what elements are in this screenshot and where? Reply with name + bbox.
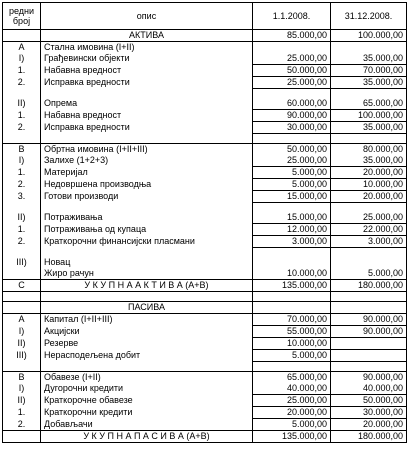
row-index	[3, 89, 41, 99]
row-value-date2	[331, 203, 407, 213]
table-row	[3, 167, 407, 179]
row-index: II)	[3, 98, 41, 110]
row-index	[3, 30, 41, 42]
row-value-date1: 30.000,00	[253, 122, 331, 134]
row-description: Жиро рачун	[41, 268, 253, 280]
row-value-date1: 60.000,00	[253, 98, 331, 110]
row-value-date2	[331, 89, 407, 99]
row-index: А	[3, 314, 41, 326]
row-description: Грађевински објекти	[41, 53, 253, 65]
row-value-date1: 5.000,00	[253, 419, 331, 431]
row-index	[3, 268, 41, 280]
row-value-date2: 90.000,00	[331, 326, 407, 338]
row-description: ПАСИВА	[41, 302, 253, 314]
table-row	[3, 326, 407, 338]
row-description: Акцијски	[41, 326, 253, 338]
row-value-date1: 25.000,00	[253, 77, 331, 89]
row-index	[3, 292, 41, 302]
table-row	[3, 224, 407, 236]
row-value-date1: 5.000,00	[253, 179, 331, 191]
row-value-date2: 35.000,00	[331, 77, 407, 89]
row-index: В	[3, 372, 41, 384]
row-value-date2: 90.000,00	[331, 372, 407, 384]
table-row	[3, 134, 407, 144]
row-value-date2: 25.000,00	[331, 212, 407, 224]
row-description: Краткорочни кредити	[41, 407, 253, 419]
row-description: Залихе (1+2+3)	[41, 155, 253, 167]
table-row	[3, 419, 407, 431]
row-value-date1: 135.000,00	[253, 280, 331, 292]
row-index: I)	[3, 383, 41, 395]
row-value-date1: 10.000,00	[253, 268, 331, 280]
row-value-date1: 65.000,00	[253, 372, 331, 384]
table-row	[3, 236, 407, 248]
row-value-date2: 3.000,00	[331, 236, 407, 248]
table-row	[3, 280, 407, 292]
row-value-date1	[253, 89, 331, 99]
row-index	[3, 362, 41, 372]
row-index: 3.	[3, 191, 41, 203]
table-row	[3, 155, 407, 167]
row-description	[41, 134, 253, 144]
row-value-date2	[331, 292, 407, 302]
row-index: III)	[3, 257, 41, 268]
row-description: Капитал (I+II+III)	[41, 314, 253, 326]
row-index: II)	[3, 338, 41, 350]
table-row	[3, 395, 407, 407]
table-row	[3, 89, 407, 99]
table-row	[3, 431, 407, 443]
table-row	[3, 144, 407, 156]
row-value-date2: 20.000,00	[331, 167, 407, 179]
row-value-date2: 10.000,00	[331, 179, 407, 191]
table-row	[3, 179, 407, 191]
row-description: Обавезе (I+II)	[41, 372, 253, 384]
row-value-date2: 50.000,00	[331, 395, 407, 407]
header-date1: 1.1.2008.	[253, 3, 331, 30]
row-description: У К У П Н А А К Т И В А (А+В)	[41, 280, 253, 292]
row-description: Потраживања од купаца	[41, 224, 253, 236]
row-value-date2	[331, 338, 407, 350]
header-description: опис	[41, 3, 253, 30]
row-value-date1	[253, 42, 331, 54]
row-value-date1: 3.000,00	[253, 236, 331, 248]
row-description: Краткорочни финансијски пласмани	[41, 236, 253, 248]
header-index: редни број	[3, 3, 41, 30]
row-value-date1: 50.000,00	[253, 65, 331, 77]
table-row	[3, 350, 407, 362]
table-row	[3, 268, 407, 280]
table-row	[3, 77, 407, 89]
row-index: В	[3, 144, 41, 156]
row-index: 2.	[3, 236, 41, 248]
row-value-date2	[331, 257, 407, 268]
row-description: Исправка вредности	[41, 122, 253, 134]
row-index: II)	[3, 395, 41, 407]
row-value-date2: 35.000,00	[331, 155, 407, 167]
row-value-date2: 180.000,00	[331, 431, 407, 443]
row-description: Дугорочни кредити	[41, 383, 253, 395]
row-value-date2: 90.000,00	[331, 314, 407, 326]
row-value-date2	[331, 42, 407, 54]
row-value-date2: 35.000,00	[331, 53, 407, 65]
table-row	[3, 302, 407, 314]
row-index: 2.	[3, 122, 41, 134]
row-value-date2	[331, 134, 407, 144]
row-value-date2	[331, 350, 407, 362]
row-value-date2: 35.000,00	[331, 122, 407, 134]
header-date2: 31.12.2008.	[331, 3, 407, 30]
row-description: АКТИВА	[41, 30, 253, 42]
row-value-date1: 5.000,00	[253, 350, 331, 362]
row-description	[41, 292, 253, 302]
row-value-date2: 100.000,00	[331, 110, 407, 122]
row-value-date1: 15.000,00	[253, 191, 331, 203]
row-value-date2: 100.000,00	[331, 30, 407, 42]
row-value-date1: 25.000,00	[253, 53, 331, 65]
row-value-date1: 50.000,00	[253, 144, 331, 156]
table-row	[3, 191, 407, 203]
table-row	[3, 257, 407, 268]
table-row	[3, 122, 407, 134]
row-value-date2	[331, 302, 407, 314]
row-value-date1	[253, 248, 331, 258]
row-value-date2	[331, 362, 407, 372]
table-row	[3, 338, 407, 350]
row-value-date1: 12.000,00	[253, 224, 331, 236]
row-value-date1: 25.000,00	[253, 395, 331, 407]
row-index: I)	[3, 53, 41, 65]
row-index: 1.	[3, 224, 41, 236]
row-value-date1	[253, 134, 331, 144]
table-row	[3, 372, 407, 384]
row-description: Нерасподељена добит	[41, 350, 253, 362]
row-description: Стална имовина (I+II)	[41, 42, 253, 54]
row-index	[3, 134, 41, 144]
row-description: Материјал	[41, 167, 253, 179]
row-description: Обртна имовина (I+II+III)	[41, 144, 253, 156]
row-description: Добављачи	[41, 419, 253, 431]
row-value-date1	[253, 257, 331, 268]
row-index: 2.	[3, 419, 41, 431]
row-description	[41, 89, 253, 99]
row-value-date1: 40.000,00	[253, 383, 331, 395]
row-description	[41, 203, 253, 213]
row-index: С	[3, 280, 41, 292]
table-row	[3, 30, 407, 42]
row-value-date1	[253, 292, 331, 302]
row-value-date1: 55.000,00	[253, 326, 331, 338]
table-row	[3, 362, 407, 372]
row-description: Недовршена производња	[41, 179, 253, 191]
row-description: Резерве	[41, 338, 253, 350]
row-description: Готови производи	[41, 191, 253, 203]
table-row	[3, 203, 407, 213]
table-row	[3, 248, 407, 258]
row-value-date2: 180.000,00	[331, 280, 407, 292]
row-value-date1: 25.000,00	[253, 155, 331, 167]
row-description: У К У П Н А П А С И В А (А+В)	[41, 431, 253, 443]
row-value-date2: 70.000,00	[331, 65, 407, 77]
row-index: 1.	[3, 65, 41, 77]
row-description: Набавна вредност	[41, 65, 253, 77]
row-value-date2: 22.000,00	[331, 224, 407, 236]
row-description: Исправка вредности	[41, 77, 253, 89]
row-value-date2: 20.000,00	[331, 419, 407, 431]
row-value-date1	[253, 203, 331, 213]
row-index: I)	[3, 155, 41, 167]
table-row	[3, 65, 407, 77]
row-index	[3, 302, 41, 314]
row-description: Потраживања	[41, 212, 253, 224]
row-index: А	[3, 42, 41, 54]
table-row	[3, 42, 407, 54]
row-value-date1: 70.000,00	[253, 314, 331, 326]
row-index	[3, 203, 41, 213]
row-value-date1: 10.000,00	[253, 338, 331, 350]
row-index: 2.	[3, 179, 41, 191]
row-value-date2: 65.000,00	[331, 98, 407, 110]
row-value-date2: 80.000,00	[331, 144, 407, 156]
row-index	[3, 248, 41, 258]
row-value-date2: 40.000,00	[331, 383, 407, 395]
row-value-date1: 20.000,00	[253, 407, 331, 419]
row-index	[3, 431, 41, 443]
row-index: 1.	[3, 167, 41, 179]
table-row	[3, 407, 407, 419]
table-row	[3, 98, 407, 110]
row-value-date1: 15.000,00	[253, 212, 331, 224]
row-value-date1: 135.000,00	[253, 431, 331, 443]
table-row	[3, 53, 407, 65]
table-row	[3, 383, 407, 395]
header-row	[3, 3, 407, 30]
row-description: Набавна вредност	[41, 110, 253, 122]
balance-sheet-table	[2, 2, 407, 443]
row-description	[41, 248, 253, 258]
table-row	[3, 212, 407, 224]
row-value-date2	[331, 248, 407, 258]
row-value-date1	[253, 302, 331, 314]
row-index: 1.	[3, 110, 41, 122]
row-index: 1.	[3, 407, 41, 419]
row-index: III)	[3, 350, 41, 362]
table-row	[3, 314, 407, 326]
row-index: I)	[3, 326, 41, 338]
table-row	[3, 110, 407, 122]
row-value-date1: 85.000,00	[253, 30, 331, 42]
row-index: II)	[3, 212, 41, 224]
table-row	[3, 292, 407, 302]
row-value-date2: 30.000,00	[331, 407, 407, 419]
row-value-date1: 90.000,00	[253, 110, 331, 122]
row-index: 2.	[3, 77, 41, 89]
row-description: Новац	[41, 257, 253, 268]
row-value-date2: 20.000,00	[331, 191, 407, 203]
row-value-date1: 5.000,00	[253, 167, 331, 179]
row-description	[41, 362, 253, 372]
row-description: Краткорочне обавезе	[41, 395, 253, 407]
row-value-date2: 5.000,00	[331, 268, 407, 280]
row-description: Опрема	[41, 98, 253, 110]
row-value-date1	[253, 362, 331, 372]
